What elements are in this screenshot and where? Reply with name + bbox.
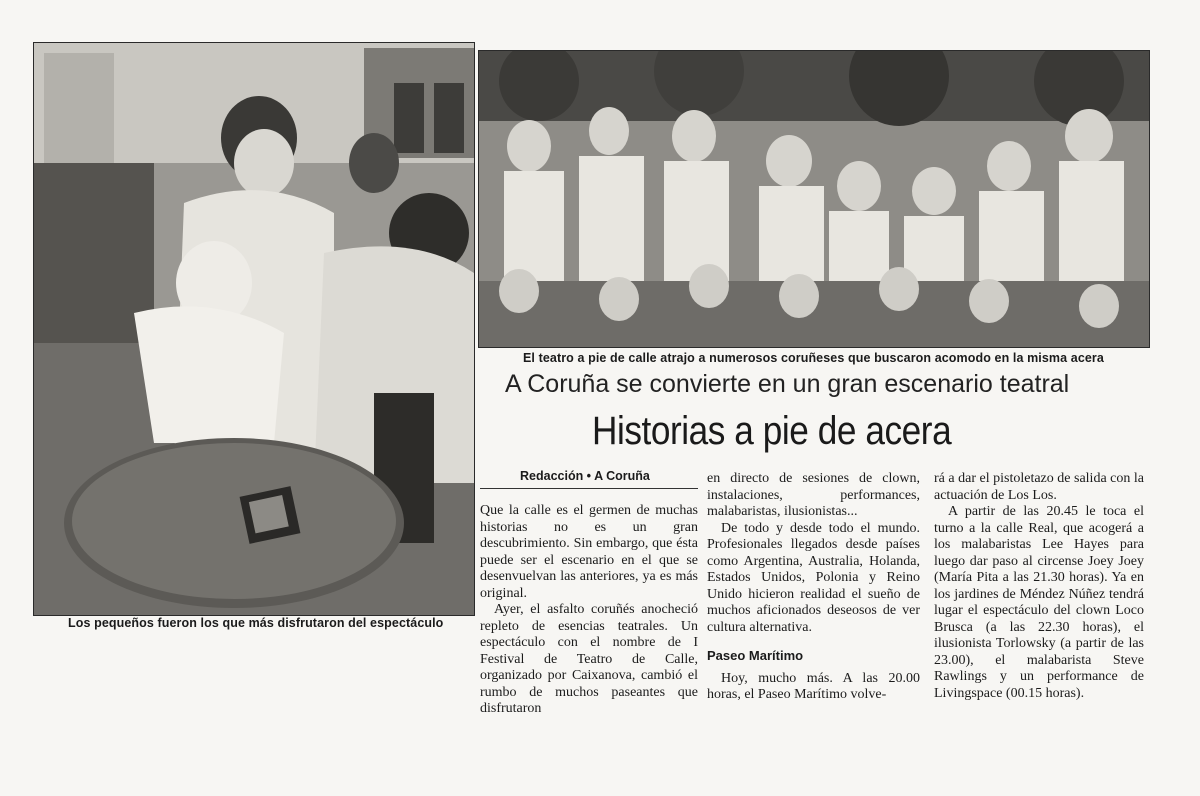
- article-column-2: [707, 471, 920, 704]
- byline-divider: [480, 488, 698, 489]
- article-headline: Historias a pie de acera: [592, 409, 952, 453]
- paragraph: Hoy, mucho más. A las 20.00 horas, el Paseo Marítimo volve-: [707, 670, 920, 702]
- article-column-3: [934, 471, 1144, 702]
- photo-children-street: [33, 42, 475, 616]
- paragraph: De todo y desde todo el mundo. Profesionales llegados desde países como Argentina, Australia, Holanda, Estados Unidos, Polonia y Reino Unido hicieron realidad el sueño de muchos aficionados deseosos de ver cultura alternativa.: [707, 520, 920, 635]
- photo-children-street-image: [34, 43, 474, 615]
- photo-crowd-sidewalk-image: [479, 51, 1149, 347]
- caption-children-photo: Los pequeños fueron los que más disfrutaron del espectáculo: [68, 616, 444, 630]
- section-subhead: Paseo Marítimo: [707, 648, 804, 663]
- paragraph: rá a dar el pistoletazo de salida con la actuación de Los Los.: [934, 471, 1144, 503]
- article-subtitle: A Coruña se convierte en un gran escenario teatral: [505, 370, 1070, 398]
- article-byline: Redacción • A Coruña: [520, 469, 650, 483]
- paragraph: en directo de sesiones de clown, instalaciones, performances, malabaristas, ilusionistas...: [707, 471, 920, 519]
- paragraph: A partir de las 20.45 le toca el turno a la calle Real, que acogerá a los malabaristas Lee Hayes para luego dar paso al circense Joey Joey (María Pita a las 21.30 horas). Ya en los jardines de Méndez Núñez tendrá lugar el espectáculo del clown Loco Brusca (a las 22.30 horas), el ilusionista Torlowsky (a partir de las 23.00), el malabarista Steve Rawlings y un performance de Livingspace (00.15 horas).: [934, 504, 1144, 701]
- caption-crowd-photo: El teatro a pie de calle atrajo a numerosos coruñeses que buscaron acomodo en la misma acera: [523, 351, 1104, 365]
- paragraph: Ayer, el asfalto coruñés anocheció repleto de esencias teatrales. Un espectáculo con el nombre de I Festival de Teatro de Calle, organizado por Caixanova, cambió el rumbo de muchos paseantes que disfrutaron: [480, 602, 698, 716]
- article-column-1: [480, 503, 698, 718]
- paragraph: Que la calle es el germen de muchas historias no es un gran descubrimiento. Sin embargo, que ésta puede ser el escenario en el que se desenvuelvan las anteriores, ya es más original.: [480, 503, 698, 601]
- photo-crowd-sidewalk: [478, 50, 1150, 348]
